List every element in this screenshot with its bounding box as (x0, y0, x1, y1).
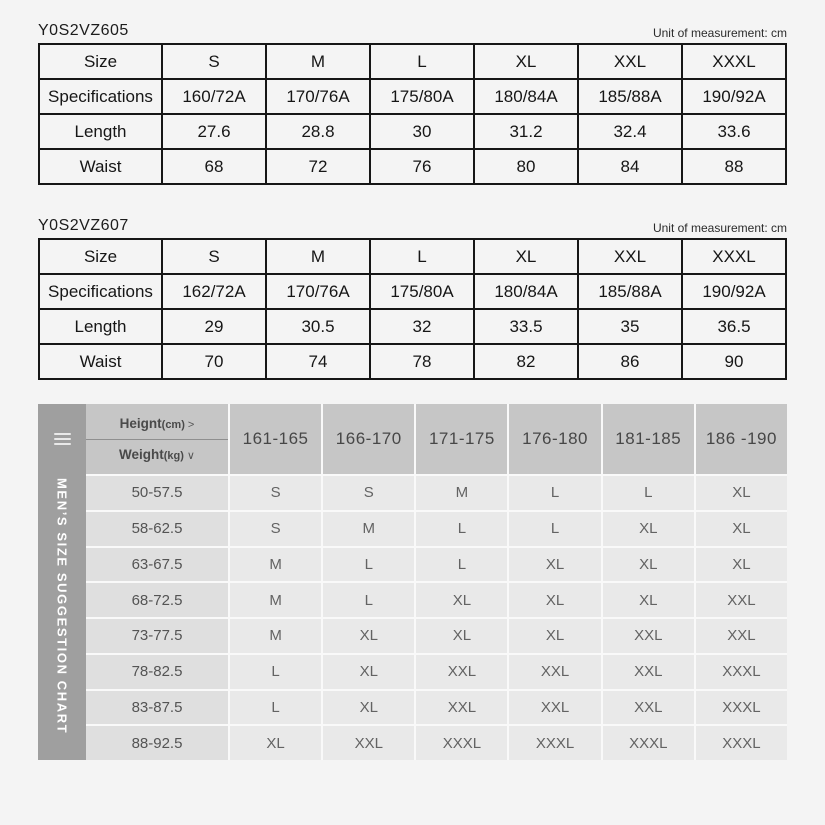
unit-note: Unit of measurement: cm (652, 26, 787, 40)
weight-range-cell: 83-87.5 (86, 691, 228, 725)
size-table-cell: 160/72A (162, 79, 266, 114)
suggested-size-cell: S (323, 476, 414, 510)
content-column (38, 0, 787, 760)
table-header-line (38, 211, 787, 235)
product-code: Y0S2VZ605 (38, 22, 129, 39)
suggested-size-cell: XXXL (696, 726, 787, 760)
weight-range-cell: 63-67.5 (86, 548, 228, 582)
size-table-row (39, 344, 786, 379)
suggested-size-cell: XL (323, 655, 414, 689)
suggested-size-cell: M (323, 512, 414, 546)
weight-range-cell: 58-62.5 (86, 512, 228, 546)
suggested-size-cell: XL (323, 619, 414, 653)
suggested-size-cell: XL (603, 548, 694, 582)
suggested-size-cell: XL (696, 512, 787, 546)
size-table-section-2 (38, 211, 787, 380)
size-table-cell: XL (474, 239, 578, 274)
size-table-cell: 30 (370, 114, 474, 149)
size-table-cell: 175/80A (370, 274, 474, 309)
suggested-size-cell: L (416, 512, 507, 546)
size-table-cell: 76 (370, 149, 474, 184)
row-label: Length (39, 114, 162, 149)
suggested-size-cell: XXL (603, 691, 694, 725)
suggested-size-cell: XL (696, 476, 787, 510)
weight-range-cell: 88-92.5 (86, 726, 228, 760)
size-table (38, 238, 787, 380)
suggested-size-cell: XXL (509, 691, 600, 725)
size-table-cell: 170/76A (266, 79, 370, 114)
size-table-cell: 180/84A (474, 79, 578, 114)
height-range-header: 176-180 (509, 404, 600, 474)
size-table-row (39, 274, 786, 309)
size-table-cell: 33.6 (682, 114, 786, 149)
suggested-size-cell: L (509, 512, 600, 546)
weight-axis-label: Weight (119, 446, 164, 462)
suggested-size-cell: XXL (696, 619, 787, 653)
size-table-cell: 31.2 (474, 114, 578, 149)
size-table-cell: 33.5 (474, 309, 578, 344)
weight-range-cell: 50-57.5 (86, 476, 228, 510)
row-label: Specifications (39, 274, 162, 309)
suggested-size-cell: XL (603, 512, 694, 546)
size-table-cell: 28.8 (266, 114, 370, 149)
height-range-header: 171-175 (416, 404, 507, 474)
size-table-cell: 30.5 (266, 309, 370, 344)
size-table-row (39, 309, 786, 344)
suggested-size-cell: L (230, 691, 321, 725)
suggested-size-cell: L (323, 548, 414, 582)
size-table-cell: 72 (266, 149, 370, 184)
row-label: Size (39, 44, 162, 79)
row-label: Waist (39, 149, 162, 184)
size-table-cell: 185/88A (578, 274, 682, 309)
height-range-header: 166-170 (323, 404, 414, 474)
chevron-right-icon: > (187, 418, 195, 431)
suggested-size-cell: XXL (323, 726, 414, 760)
size-table-cell: S (162, 44, 266, 79)
suggested-size-cell: XXL (603, 655, 694, 689)
size-table-cell: XL (474, 44, 578, 79)
row-label: Length (39, 309, 162, 344)
chart-sidebar (38, 404, 86, 760)
suggested-size-cell: M (230, 583, 321, 617)
suggested-size-cell: XL (509, 583, 600, 617)
hamburger-icon (54, 430, 71, 448)
size-table-cell: 88 (682, 149, 786, 184)
suggested-size-cell: L (323, 583, 414, 617)
suggested-size-cell: L (416, 548, 507, 582)
size-table-cell: L (370, 239, 474, 274)
suggested-size-cell: XL (696, 548, 787, 582)
weight-range-cell: 68-72.5 (86, 583, 228, 617)
size-table-cell: XXXL (682, 44, 786, 79)
size-table-cell: 35 (578, 309, 682, 344)
size-table-cell: 32.4 (578, 114, 682, 149)
suggested-size-cell: M (416, 476, 507, 510)
weight-range-cell: 78-82.5 (86, 655, 228, 689)
size-table-cell: 90 (682, 344, 786, 379)
row-label: Size (39, 239, 162, 274)
size-table-section-1 (38, 0, 787, 185)
row-label: Specifications (39, 79, 162, 114)
suggested-size-cell: XL (323, 691, 414, 725)
size-table-cell: 84 (578, 149, 682, 184)
size-table-cell: XXL (578, 239, 682, 274)
product-code: Y0S2VZ607 (38, 217, 129, 234)
weight-axis-row (86, 439, 228, 470)
suggested-size-cell: XL (509, 548, 600, 582)
suggested-size-cell: XXXL (696, 655, 787, 689)
row-label: Waist (39, 344, 162, 379)
size-table-row (39, 239, 786, 274)
suggestion-grid (86, 404, 787, 760)
table-header-line (38, 16, 787, 40)
size-table-cell: M (266, 44, 370, 79)
size-table-cell: 78 (370, 344, 474, 379)
size-table-row (39, 79, 786, 114)
suggested-size-cell: XXL (603, 619, 694, 653)
size-table-cell: 68 (162, 149, 266, 184)
size-table-cell: 185/88A (578, 79, 682, 114)
height-axis-row (86, 409, 228, 439)
size-table-cell: S (162, 239, 266, 274)
suggested-size-cell: L (603, 476, 694, 510)
suggested-size-cell: XXL (509, 655, 600, 689)
suggested-size-cell: XL (416, 619, 507, 653)
suggested-size-cell: M (230, 619, 321, 653)
size-table (38, 43, 787, 185)
unit-note: Unit of measurement: cm (652, 221, 787, 235)
suggested-size-cell: L (230, 655, 321, 689)
suggested-size-cell: L (509, 476, 600, 510)
size-table-cell: 190/92A (682, 79, 786, 114)
suggested-size-cell: XXL (696, 583, 787, 617)
suggested-size-cell: XXL (416, 655, 507, 689)
size-table-cell: 162/72A (162, 274, 266, 309)
size-table-cell: 82 (474, 344, 578, 379)
size-table-row (39, 149, 786, 184)
size-table-cell: 36.5 (682, 309, 786, 344)
height-range-header: 161-165 (230, 404, 321, 474)
axis-legend-cell (86, 404, 228, 474)
suggested-size-cell: XL (230, 726, 321, 760)
size-table-cell: XXL (578, 44, 682, 79)
size-table-cell: 86 (578, 344, 682, 379)
size-table-cell: 29 (162, 309, 266, 344)
size-table-cell: 175/80A (370, 79, 474, 114)
size-table-cell: M (266, 239, 370, 274)
suggested-size-cell: M (230, 548, 321, 582)
size-table-cell: 170/76A (266, 274, 370, 309)
weight-axis-unit: (kg) (163, 449, 184, 462)
height-axis-label: Heignt (119, 415, 162, 431)
size-table-row (39, 44, 786, 79)
size-table-cell: 70 (162, 344, 266, 379)
size-table-cell: 74 (266, 344, 370, 379)
suggested-size-cell: XXL (416, 691, 507, 725)
suggested-size-cell: XXXL (603, 726, 694, 760)
chart-title: MEN’S SIZE SUGGESTION CHART (54, 477, 70, 734)
suggested-size-cell: XXXL (416, 726, 507, 760)
size-table-cell: 190/92A (682, 274, 786, 309)
height-range-header: 186 -190 (696, 404, 787, 474)
size-table-cell: XXXL (682, 239, 786, 274)
size-table-cell: 27.6 (162, 114, 266, 149)
suggested-size-cell: S (230, 476, 321, 510)
height-axis-unit: (cm) (161, 418, 185, 431)
suggested-size-cell: XL (603, 583, 694, 617)
size-table-cell: 80 (474, 149, 578, 184)
size-table-cell: 32 (370, 309, 474, 344)
size-table-cell: L (370, 44, 474, 79)
size-table-row (39, 114, 786, 149)
suggested-size-cell: XL (509, 619, 600, 653)
size-table-cell: 180/84A (474, 274, 578, 309)
suggested-size-cell: XL (416, 583, 507, 617)
chevron-down-icon: ∨ (186, 449, 195, 462)
suggested-size-cell: XXXL (696, 691, 787, 725)
suggested-size-cell: XXXL (509, 726, 600, 760)
suggested-size-cell: S (230, 512, 321, 546)
size-suggestion-chart (38, 404, 787, 760)
weight-range-cell: 73-77.5 (86, 619, 228, 653)
height-range-header: 181-185 (603, 404, 694, 474)
